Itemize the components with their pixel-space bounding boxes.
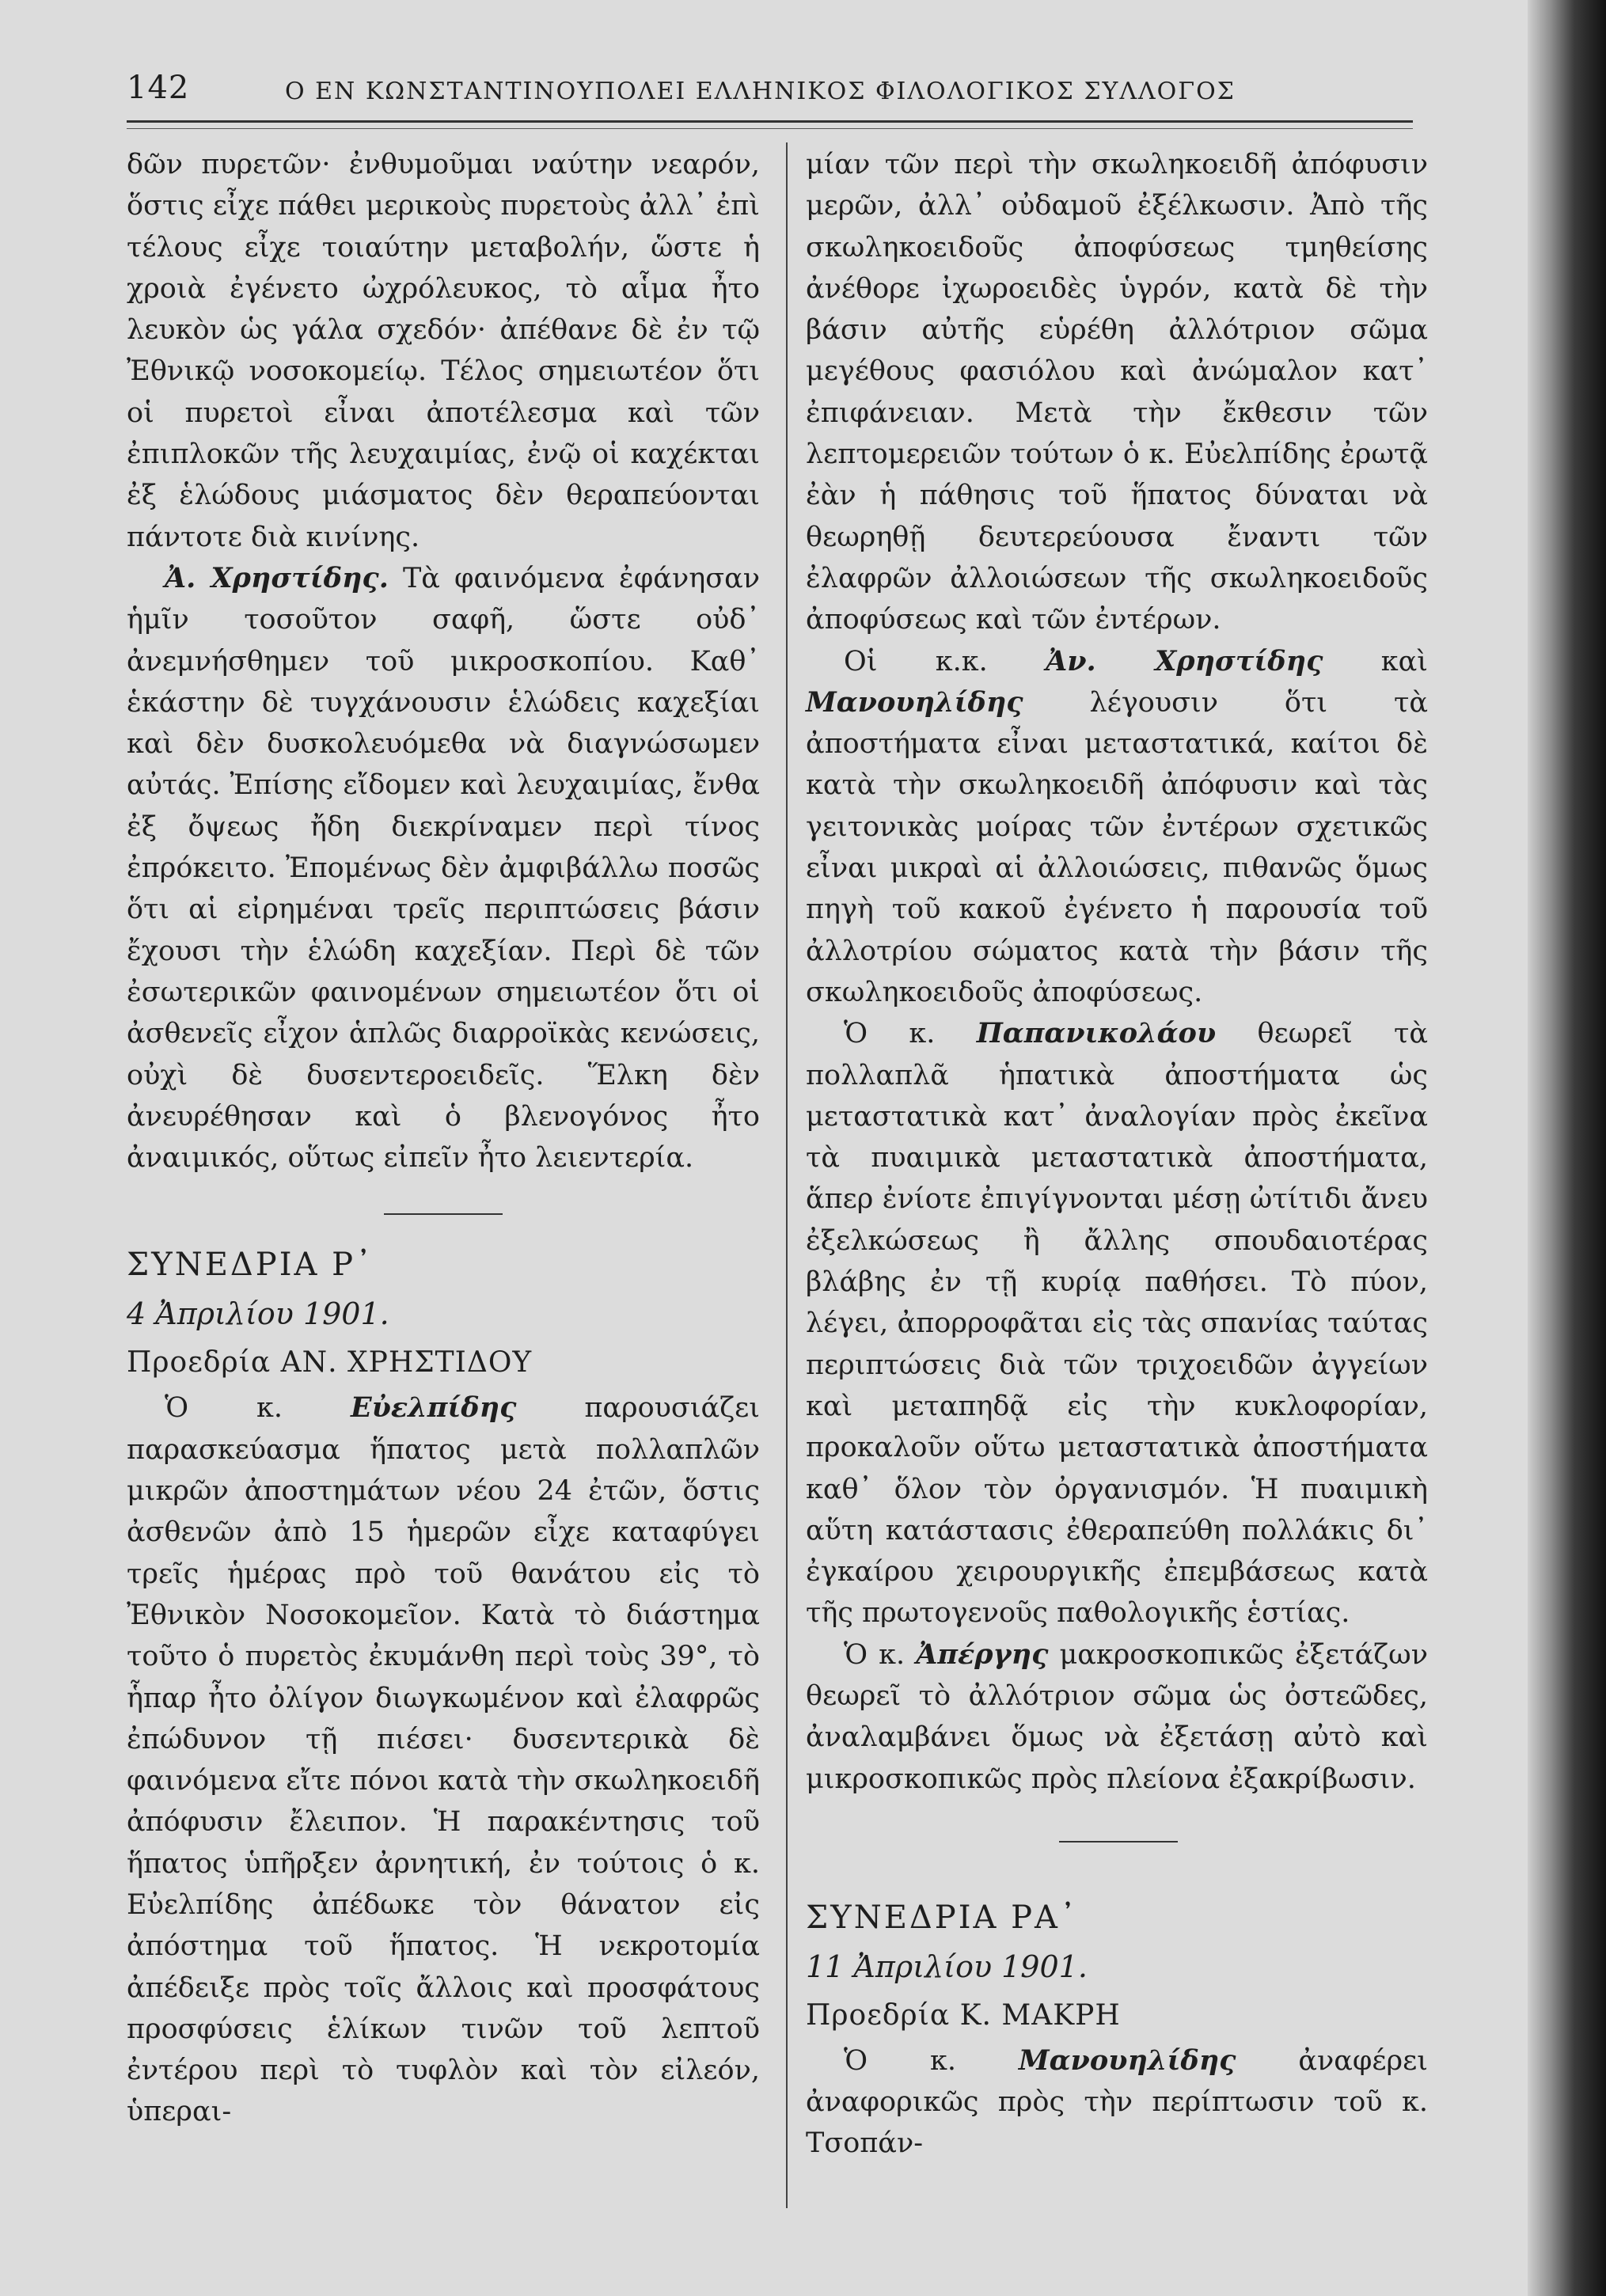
column-divider: [786, 142, 788, 2208]
session-title: ΣΥΝΕΔΡΙΑ Ρ᾽: [127, 1247, 374, 1284]
paragraph-lead: Ὁ κ.: [165, 1392, 351, 1425]
paragraph-text: καὶ: [1323, 645, 1428, 677]
speaker-name: Ἀν. Χρηστίδης: [1046, 644, 1323, 677]
section-separator: [127, 1193, 760, 1234]
section-separator: [806, 1820, 1428, 1861]
left-column: [127, 144, 760, 2133]
paragraph: [127, 1387, 760, 2132]
page-number: 142: [127, 70, 190, 106]
session-chair: Προεδρία ΑΝ. ΧΡΗΣΤΙΔΟΥ: [127, 1346, 533, 1379]
speaker-name: Εὐελπίδης: [350, 1391, 517, 1425]
paragraph-lead: Ὁ κ.: [844, 1638, 917, 1671]
speaker-name: Μανουηλίδης: [1018, 2044, 1236, 2077]
paragraph: [806, 2040, 1428, 2165]
speaker-name: Μανουηλίδης: [806, 685, 1023, 719]
paragraph: [127, 558, 760, 1178]
session-chair: Προεδρία Κ. ΜΑΚΡΗ: [806, 1998, 1121, 2032]
book-binding-shadow: [1528, 0, 1606, 2296]
paragraph: δῶν πυρετῶν· ἐνθυμοῦμαι ναύτην νεαρόν, ὅστις εἶχε πάθει μερικοὺς πυρετοὺς ἀλλ᾽ ἐπὶ τέλους εἶχε τοιαύτην μεταβολήν, ὥστε ἡ χροιὰ ἐγένετο ὠχρόλευκος, τὸ αἷμα ἦτο λευκὸν ὡς γάλα σχεδόν· ἀπέθανε δὲ ἐν τῷ Ἐθνικῷ νοσοκομείῳ. Τέλος σημειωτέον ὅτι οἱ πυρετοὶ εἶναι ἀποτέλεσμα καὶ τῶν ἐπιπλοκῶν τῆς λευχαιμίας, ἐνῷ οἱ καχέκται ἐξ ἑλώδους μιάσματος δὲν θεραπεύονται πάντοτε διὰ κινίνης.: [127, 149, 760, 553]
header-rule: [127, 120, 1413, 123]
paragraph-text: θεωρεῖ τὰ πολλαπλᾶ ἡπατικὰ ἀποστήματα ὡς μεταστατικὰ κατ᾽ ἀναλογίαν πρὸς ἐκεῖνα τὰ πυαιμικὰ μεταστατικὰ ἀποστήματα, ἅπερ ἐνίοτε ἐπιγίγνονται μέσῃ ὠτίτιδι ἄνευ ἐξελκώσεως ἢ ἄλλης σπουδαιοτέρας βλάβης ἐν τῇ κυρίᾳ παθήσει. Τὸ πύον, λέγει, ἀπορροφᾶται εἰς τὰς σπανίας ταύτας περιπτώσεις διὰ τῶν τριχοειδῶν ἀγγείων καὶ μεταπηδᾷ εἰς τὴν κυκλοφορίαν, προκαλοῦν οὕτω μεταστατικὰ ἀποστήματα καθ᾽ ὅλον τὸν ὀργανισμόν. Ἡ πυαιμικὴ αὕτη κατάστασις ἐθεραπεύθη πολλάκις δι᾽ ἐγκαίρου χειρουργικῆς ἐπεμβάσεως κατὰ τῆς πρωτογενοῦς παθολογικῆς ἑστίας.: [806, 1018, 1428, 1630]
speaker-name: Ἀπέργης: [916, 1638, 1049, 1671]
paragraph: [806, 641, 1428, 1014]
paragraph: [806, 1013, 1428, 1634]
session-date: 4 Ἀπριλίου 1901.: [127, 1296, 389, 1332]
paragraph-text: ἀναφέρει ἀναφορικῶς πρὸς τὴν περίπτωσιν τοῦ κ. Τσοπάν-: [806, 2044, 1428, 2160]
paragraph-lead: Οἱ κ.κ.: [844, 645, 1046, 677]
header-rule-thin: [127, 128, 1413, 129]
paragraph-text: λέγουσιν ὅτι τὰ ἀποστήματα εἶναι μεταστατικά, καίτοι δὲ κατὰ τὴν σκωληκοειδῆ ἀπόφυσιν καὶ τὰς γειτονικὰς μοίρας τῶν ἐντέρων σχετικῶς εἶναι μικραὶ αἱ ἀλλοιώσεις, πιθανῶς ὅμως πηγὴ τοῦ κακοῦ ἐγένετο ἡ παρουσία τοῦ ἀλλοτρίου σώματος κατὰ τὴν βάσιν τῆς σκωληκοειδοῦς ἀποφύσεως.: [806, 686, 1428, 1008]
paragraph-lead: Ὁ κ.: [844, 1018, 977, 1050]
session-date: 11 Ἀπριλίου 1901.: [806, 1949, 1088, 1984]
paragraph-text: μακροσκοπικῶς ἐξετάζων θεωρεῖ τὸ ἀλλότριον σῶμα ὡς ὀστεῶδες, ἀναλαμβάνει ὅμως νὰ ἐξετάσῃ αὐτὸ καὶ μικροσκοπικῶς πρὸς πλείονα ἐξακρίβωσιν.: [806, 1638, 1428, 1795]
session-title: ΣΥΝΕΔΡΙΑ ΡΑ᾽: [806, 1899, 1078, 1936]
paragraph-text: παρουσιάζει παρασκεύασμα ἥπατος μετὰ πολλαπλῶν μικρῶν ἀποστημάτων νέου 24 ἐτῶν, ὅστις ἀσθενῶν ἀπὸ 15 ἡμερῶν εἶχε καταφύγει τρεῖς ἡμέρας πρὸ τοῦ θανάτου εἰς τὸ Ἐθνικὸν Νοσοκομεῖον. Κατὰ τὸ διάστημα τοῦτο ὁ πυρετὸς ἐκυμάνθη περὶ τοὺς 39°, τὸ ἧπαρ ἦτο ὀλίγον διωγκωμένον καὶ ἐλαφρῶς ἐπώδυνον τῇ πιέσει· δυσεντερικὰ δὲ φαινόμενα εἴτε πόνοι κατὰ τὴν σκωληκοειδῆ ἀπόφυσιν ἔλειπον. Ἡ παρακέντησις τοῦ ἥπατος ὑπῆρξεν ἀρνητική, ἐν τούτοις ὁ κ. Εὐελπίδης ἀπέδωκε τὸν θάνατον εἰς ἀπόστημα τοῦ ἥπατος. Ἡ νεκροτομία ἀπέδειξε πρὸς τοῖς ἄλλοις καὶ προσφάτους προσφύσεις ἑλίκων τινῶν τοῦ λεπτοῦ ἐντέρου περὶ τὸ τυφλὸν καὶ τὸν εἰλεόν, ὑπεραι-: [127, 1392, 760, 2128]
page-header: [127, 70, 1413, 117]
running-head: Ο ΕΝ ΚΩΝΣΤΑΝΤΙΝΟΥΠΟΛΕΙ ΕΛΛΗΝΙΚΟΣ ΦΙΛΟΛΟΓΙΚΟΣ ΣΥΛΛΟΓΟΣ: [285, 78, 1236, 105]
paragraph: [806, 1634, 1428, 1800]
paragraph-text: Τὰ φαινόμενα ἐφάνησαν ἡμῖν τοσοῦτον σαφῆ, ὥστε οὐδ᾽ ἀνεμνήσθημεν τοῦ μικροσκοπίου. Καθ᾽ ἑκάστην δὲ τυγχάνουσιν ἑλώδεις καχεξίαι καὶ δὲν δυσκολευόμεθα νὰ διαγνώσωμεν αὐτάς. Ἐπίσης εἴδομεν καὶ λευχαιμίας, ἔνθα ἐξ ὄψεως ἤδη διεκρίναμεν περὶ τίνος ἐπρόκειτο. Ἐπομένως δὲν ἀμφιβάλλω ποσῶς ὅτι αἱ εἰρημέναι τρεῖς περιπτώσεις βάσιν ἔχουσι τὴν ἑλώδη καχεξίαν. Περὶ δὲ τῶν ἐσωτερικῶν φαινομένων σημειωτέον ὅτι οἱ ἀσθενεῖς εἶχον ἁπλῶς διαρροϊκὰς κενώσεις, οὐχὶ δὲ δυσεντεροειδεῖς. Ἕλκη δὲν ἀνευρέθησαν καὶ ὁ βλενογόνος ἦτο ἀναιμικός, οὕτως εἰπεῖν ἦτο λειεντερία.: [127, 562, 760, 1175]
right-column: [806, 144, 1428, 2165]
paragraph-lead: Ὁ κ.: [844, 2044, 1019, 2077]
speaker-name: Παπανικολάου: [976, 1017, 1217, 1050]
paragraph: μίαν τῶν περὶ τὴν σκωληκοειδῆ ἀπόφυσιν μερῶν, ἀλλ᾽ οὐδαμοῦ ἐξέλκωσιν. Ἀπὸ τῆς σκωληκοειδοῦς ἀποφύσεως τμηθείσης ἀνέθορε ἰχωροειδὲς ὑγρόν, κατὰ δὲ τὴν βάσιν αὐτῆς εὑρέθη ἀλλότριον σῶμα μεγέθους φασιόλου καὶ ἀνώμαλον κατ᾽ ἐπιφάνειαν. Μετὰ τὴν ἔκθεσιν τῶν λεπτομερειῶν τούτων ὁ κ. Εὐελπίδης ἐρωτᾷ ἐὰν ἡ πάθησις τοῦ ἥπατος δύναται νὰ θεωρηθῇ δευτερεύουσα ἔναντι τῶν ἐλαφρῶν ἀλλοιώσεων τῆς σκωληκοειδοῦς ἀποφύσεως καὶ τῶν ἐντέρων.: [806, 149, 1428, 636]
speaker-name: Ἀ. Χρηστίδης.: [165, 561, 389, 594]
